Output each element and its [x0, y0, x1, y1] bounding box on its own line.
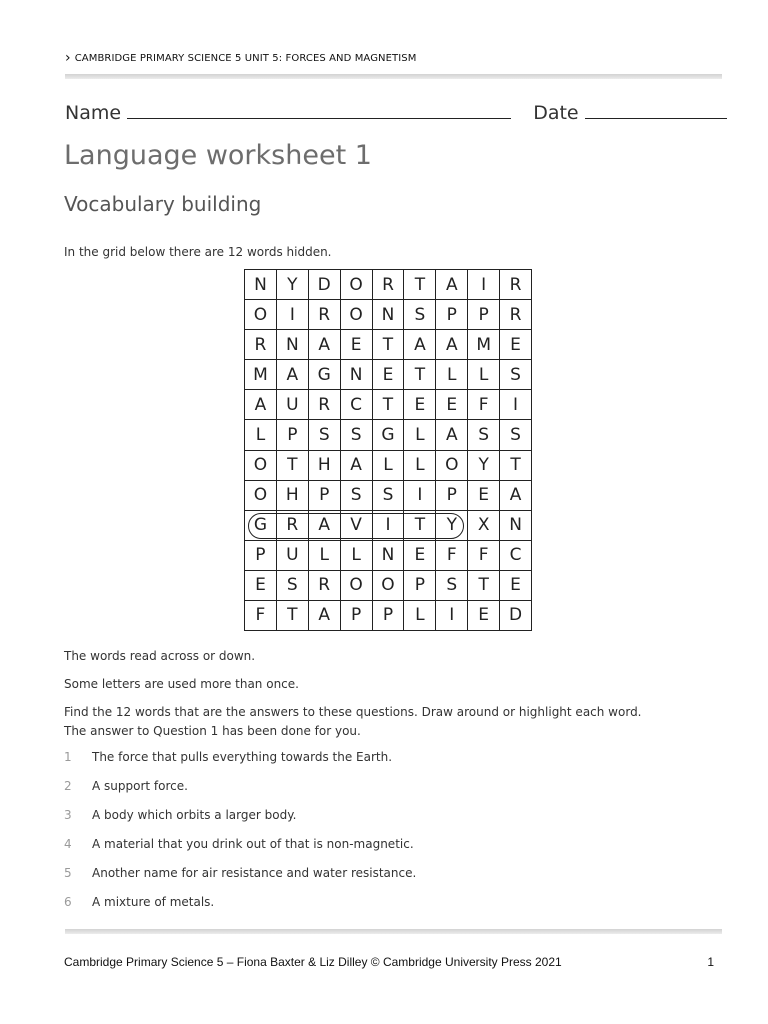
section-heading: Vocabulary building — [64, 192, 262, 216]
question-number: 2 — [64, 779, 72, 793]
grid-cell[interactable]: A — [436, 330, 468, 360]
grid-cell[interactable]: E — [468, 481, 500, 511]
grid-cell[interactable]: F — [436, 541, 468, 571]
page-title: Language worksheet 1 — [64, 140, 372, 171]
grid-cell[interactable]: G — [245, 511, 277, 541]
grid-cell[interactable]: O — [245, 481, 277, 511]
grid-cell[interactable]: N — [341, 360, 373, 390]
grid-cell[interactable]: T — [277, 451, 309, 481]
instruction-find-words: Find the 12 words that are the answers to these questions. Draw around or highlight each word. — [64, 705, 642, 719]
grid-cell[interactable]: F — [468, 390, 500, 420]
grid-cell[interactable]: R — [245, 330, 277, 360]
grid-cell[interactable]: P — [341, 601, 373, 631]
grid-cell[interactable]: R — [309, 300, 341, 330]
question-number: 5 — [64, 866, 72, 880]
question-item — [64, 866, 416, 880]
grid-cell[interactable]: T — [277, 601, 309, 631]
grid-cell[interactable]: H — [277, 481, 309, 511]
grid-cell[interactable]: P — [404, 571, 436, 601]
grid-cell[interactable]: O — [341, 270, 373, 300]
grid-cell[interactable]: P — [277, 420, 309, 450]
grid-cell[interactable]: L — [373, 451, 405, 481]
footer-rule — [65, 929, 722, 934]
grid-cell[interactable]: S — [468, 420, 500, 450]
grid-cell[interactable]: A — [277, 360, 309, 390]
grid-cell[interactable]: N — [373, 541, 405, 571]
question-text: A body which orbits a larger body. — [92, 808, 297, 822]
question-number: 6 — [64, 895, 72, 909]
grid-cell[interactable]: A — [500, 481, 532, 511]
grid-cell[interactable]: L — [468, 360, 500, 390]
grid-cell[interactable]: T — [404, 270, 436, 300]
grid-cell[interactable]: L — [245, 420, 277, 450]
grid-cell[interactable]: A — [404, 330, 436, 360]
grid-cell[interactable]: C — [341, 390, 373, 420]
grid-cell[interactable]: P — [309, 481, 341, 511]
grid-cell[interactable]: S — [500, 420, 532, 450]
grid-cell[interactable]: N — [500, 511, 532, 541]
grid-cell[interactable]: U — [277, 541, 309, 571]
grid-cell[interactable]: E — [436, 390, 468, 420]
grid-cell[interactable]: N — [245, 270, 277, 300]
question-number: 3 — [64, 808, 72, 822]
grid-cell[interactable]: P — [436, 300, 468, 330]
grid-cell[interactable]: R — [309, 571, 341, 601]
grid-cell[interactable]: S — [500, 360, 532, 390]
grid-cell[interactable]: I — [436, 601, 468, 631]
page-number: 1 — [707, 955, 714, 969]
page-footer — [64, 955, 714, 969]
grid-cell[interactable]: L — [436, 360, 468, 390]
grid-cell[interactable]: E — [468, 601, 500, 631]
grid-cell[interactable]: G — [373, 420, 405, 450]
grid-cell[interactable]: A — [436, 420, 468, 450]
question-text: The force that pulls everything towards the Earth. — [92, 750, 393, 764]
grid-cell[interactable]: X — [468, 511, 500, 541]
grid-cell[interactable]: O — [245, 451, 277, 481]
grid-cell[interactable]: P — [245, 541, 277, 571]
grid-cell[interactable]: T — [373, 390, 405, 420]
grid-cell[interactable]: R — [500, 270, 532, 300]
instruction-across-down: The words read across or down. — [64, 649, 256, 663]
grid-cell[interactable]: R — [500, 300, 532, 330]
grid-cell[interactable]: O — [436, 451, 468, 481]
grid-cell[interactable]: I — [373, 511, 405, 541]
grid-cell[interactable]: E — [500, 571, 532, 601]
grid-cell[interactable]: H — [309, 451, 341, 481]
running-head — [65, 52, 416, 64]
grid-cell[interactable]: N — [373, 300, 405, 330]
grid-cell[interactable]: N — [277, 330, 309, 360]
grid-cell[interactable]: S — [436, 571, 468, 601]
grid-cell[interactable]: F — [468, 541, 500, 571]
question-item — [64, 895, 214, 909]
chevron-right-icon: › — [65, 50, 71, 66]
name-label: Name — [65, 102, 122, 124]
grid-cell[interactable]: O — [245, 300, 277, 330]
grid-cell[interactable]: E — [404, 541, 436, 571]
grid-cell[interactable]: S — [373, 481, 405, 511]
grid-cell[interactable]: A — [309, 601, 341, 631]
name-date-row — [65, 100, 727, 124]
grid-cell[interactable]: P — [436, 481, 468, 511]
grid-cell[interactable]: P — [373, 601, 405, 631]
grid-cell[interactable]: F — [245, 601, 277, 631]
question-text: A mixture of metals. — [92, 895, 215, 909]
grid-cell[interactable]: I — [500, 390, 532, 420]
grid-cell[interactable]: E — [404, 390, 436, 420]
question-item — [64, 808, 296, 822]
grid-cell[interactable]: O — [341, 571, 373, 601]
instruction-example: The answer to Question 1 has been done for you. — [64, 724, 361, 738]
date-field[interactable] — [585, 100, 727, 119]
grid-cell[interactable]: C — [500, 541, 532, 571]
grid-cell[interactable]: P — [468, 300, 500, 330]
grid-cell[interactable]: T — [373, 330, 405, 360]
question-item — [64, 837, 414, 851]
question-item — [64, 750, 392, 764]
grid-cell[interactable]: T — [468, 571, 500, 601]
grid-cell[interactable]: E — [245, 571, 277, 601]
header-rule — [65, 74, 722, 79]
grid-cell[interactable]: A — [309, 511, 341, 541]
date-label: Date — [533, 102, 579, 124]
grid-cell[interactable]: L — [309, 541, 341, 571]
grid-cell[interactable]: D — [309, 270, 341, 300]
grid-cell[interactable]: O — [341, 300, 373, 330]
instruction-letters-reused: Some letters are used more than once. — [64, 677, 299, 691]
grid-cell[interactable]: T — [404, 511, 436, 541]
grid-cell[interactable]: O — [373, 571, 405, 601]
grid-cell[interactable]: V — [341, 511, 373, 541]
grid-cell[interactable]: L — [404, 420, 436, 450]
question-number: 1 — [64, 750, 72, 764]
grid-cell[interactable]: Y — [277, 270, 309, 300]
grid-cell[interactable]: R — [309, 390, 341, 420]
footer-credit: Cambridge Primary Science 5 – Fiona Baxter & Liz Dilley © Cambridge University Press 2021 — [64, 955, 562, 969]
grid-cell[interactable]: E — [373, 360, 405, 390]
grid-cell[interactable]: S — [309, 420, 341, 450]
grid-cell[interactable]: I — [277, 300, 309, 330]
grid-cell[interactable]: M — [468, 330, 500, 360]
grid-cell[interactable]: D — [500, 601, 532, 631]
running-head-text: CAMBRIDGE PRIMARY SCIENCE 5 UNIT 5: FORCES AND MAGNETISM — [74, 52, 417, 64]
grid-cell[interactable]: R — [277, 511, 309, 541]
grid-cell[interactable]: S — [277, 571, 309, 601]
question-text: A support force. — [92, 779, 188, 793]
grid-cell[interactable]: L — [341, 541, 373, 571]
grid-cell[interactable]: Y — [436, 511, 468, 541]
name-field[interactable] — [127, 100, 511, 119]
question-item — [64, 779, 188, 793]
grid-cell[interactable]: L — [404, 451, 436, 481]
grid-cell[interactable]: T — [500, 451, 532, 481]
grid-cell[interactable]: A — [436, 270, 468, 300]
grid-cell[interactable]: A — [245, 390, 277, 420]
grid-cell[interactable]: A — [309, 330, 341, 360]
grid-cell[interactable]: U — [277, 390, 309, 420]
grid-cell[interactable]: R — [373, 270, 405, 300]
grid-cell[interactable]: S — [341, 420, 373, 450]
intro-text: In the grid below there are 12 words hidden. — [64, 245, 332, 259]
grid-cell[interactable]: L — [404, 601, 436, 631]
grid-cell[interactable]: S — [341, 481, 373, 511]
grid-cell[interactable]: I — [468, 270, 500, 300]
grid-cell[interactable]: A — [341, 451, 373, 481]
grid-cell[interactable]: I — [404, 481, 436, 511]
grid-cell[interactable]: M — [245, 360, 277, 390]
grid-cell[interactable]: S — [404, 300, 436, 330]
grid-cell[interactable]: Y — [468, 451, 500, 481]
grid-cell[interactable]: T — [404, 360, 436, 390]
question-number: 4 — [64, 837, 72, 851]
question-text: A material that you drink out of that is non-magnetic. — [92, 837, 414, 851]
word-search-grid — [244, 269, 532, 631]
grid-cell[interactable]: E — [500, 330, 532, 360]
question-text: Another name for air resistance and water resistance. — [92, 866, 417, 880]
grid-cell[interactable]: G — [309, 360, 341, 390]
grid-cell[interactable]: E — [341, 330, 373, 360]
